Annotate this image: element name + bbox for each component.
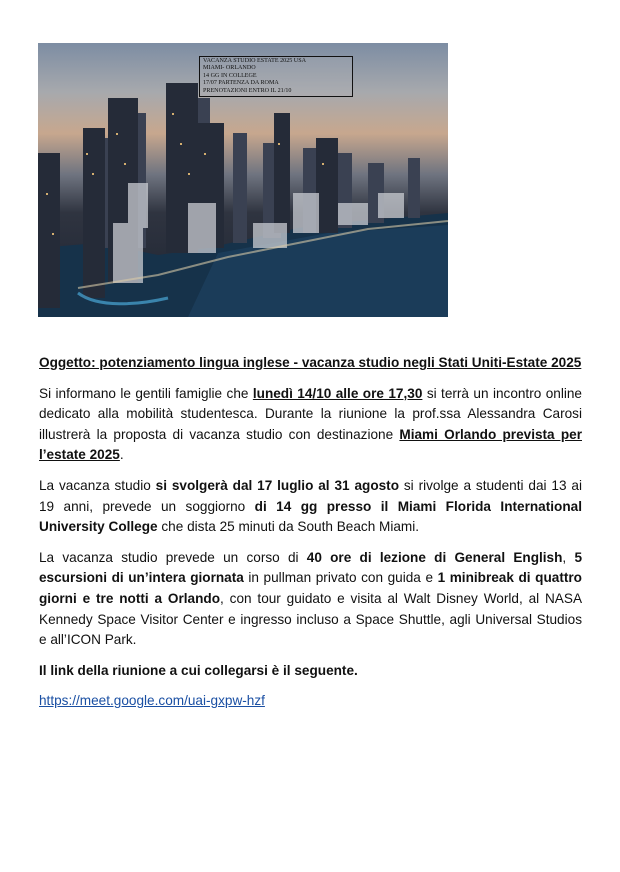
trip-info-box xyxy=(199,56,353,97)
p3-text-1: La vacanza studio prevede un corso di xyxy=(39,549,307,565)
trip-info-line-1: VACANZA STUDIO ESTATE 2025 USA xyxy=(203,58,306,64)
p3-text-4: , con tour guidato e visita al Walt Disney World, al NASA Kennedy Space Visitor Center e ingresso incluso a Space Shuttle, agli Universal Studios e all’ICON Park. xyxy=(39,590,583,648)
p2-text-3: che dista 25 minuti da South Beach Miami. xyxy=(157,519,420,535)
p3-text-2: , xyxy=(562,549,575,565)
trip-info-line-2: MIAMI- ORLANDO xyxy=(203,65,256,72)
trip-dates: si svolgerà dal 17 luglio al 31 agosto xyxy=(155,477,400,493)
document-body xyxy=(39,353,582,722)
meeting-link[interactable]: https://meet.google.com/uai-gxpw-hzf xyxy=(39,693,265,709)
meeting-link-paragraph xyxy=(39,691,582,712)
trip-info-line-4: 17/07 PARTENZA DA ROMA xyxy=(203,80,279,87)
destination: Miami Orlando prevista per l’estate 2025 xyxy=(39,426,582,463)
meeting-date: lunedì 14/10 alle ore 17,30 xyxy=(252,385,423,401)
p1-text-1: Si informano le gentili famiglie che xyxy=(39,385,253,401)
meeting-link-intro: Il link della riunione a cui collegarsi è il seguente. xyxy=(39,662,358,678)
p2-text-2: si rivolge a studenti dai 13 ai 19 anni, prevede un soggiorno xyxy=(39,477,582,514)
orlando-minibreak: 1 minibreak di quattro giorni e tre notti a Orlando xyxy=(39,570,582,606)
paragraph-program xyxy=(39,548,582,651)
p2-text-1: La vacanza studio xyxy=(39,477,156,493)
paragraph-meeting-announcement xyxy=(39,384,582,466)
trip-info-line-3: 14 GG IN COLLEGE xyxy=(203,72,257,79)
subject-heading: Oggetto: potenziamento lingua inglese - vacanza studio negli Stati Uniti-Estate 2025 xyxy=(39,355,582,370)
hero-image-miami-skyline xyxy=(38,43,448,317)
college-stay: di 14 gg presso il Miami Florida International University College xyxy=(39,498,582,535)
course-hours: 40 ore di lezione di General English xyxy=(306,549,563,565)
excursions: 5 escursioni di un’intera giornata xyxy=(39,549,582,586)
p3-text-3: in pullman privato con guida e xyxy=(243,570,438,586)
p1-text-2: si terrà un incontro online dedicato alla mobilità studentesca. Durante la riunione la prof.ssa Alessandra Carosi illustrerà la proposta di vacanza studio con destinazione xyxy=(39,385,582,442)
trip-info-line-5: PRENOTAZIONI ENTRO IL 21/10 xyxy=(203,87,292,94)
paragraph-dates-and-college xyxy=(39,476,582,538)
p1-text-3: . xyxy=(119,447,124,463)
